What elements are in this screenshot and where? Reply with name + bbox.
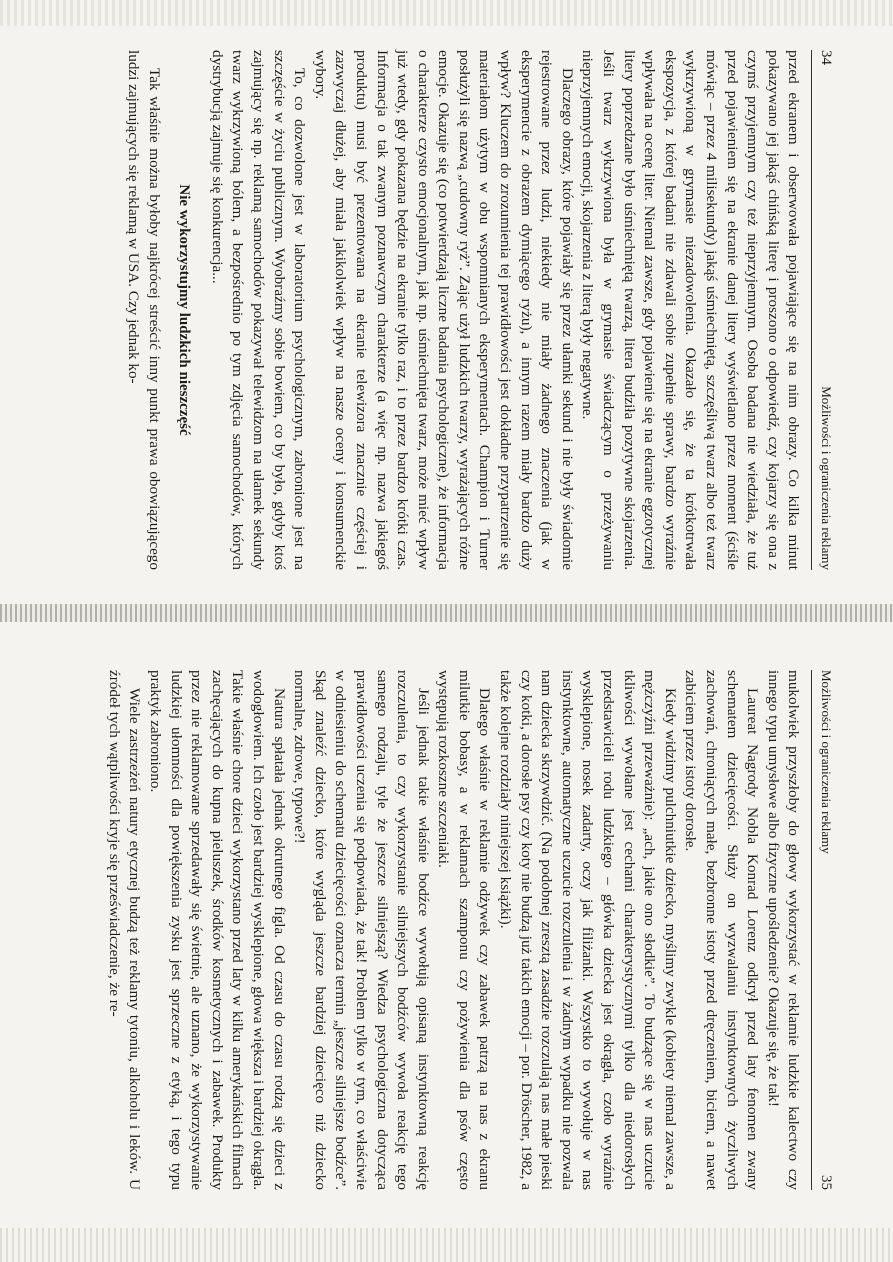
paragraph-right-6: Natura spłatała jednak okrutnego figla. Od czasu do czasu rodzą się dzieci z wodogłowiem. Ich czoło jest bardziej wysklepione, głowa większa i bardziej okrągła. Takie właśnie chore dzieci wykorzystano przed laty w kilku amerykańskich filmach zachęcających do kupna pieluszek, środków kosmetycznych i zabawek. Produkty przez nie reklamowane sprzedawały się świetnie, ale uznano, że wykorzystywanie ludzkiej ułomności dla powiększenia zysku jest sprzeczne z etyką, i tego typu praktyk zabroniono. — [147, 670, 288, 1191]
paragraph-left-4: Tak właśnie można byłoby najkrócej streścić inny punkt prawa obowiązującego ludzi zajmujących się reklamą w USA. Czy jednak ko- — [125, 50, 163, 570]
page-number-right: 35 — [818, 1175, 834, 1190]
paragraph-right-4: Dlatego właśnie w reklamie odżywek czy zabawek patrzą na nas z ekranu milutkie bobasy, a w reklamach szamponu czy pożywienia dla psów często występują rozkoszne szczeniaki. — [435, 670, 494, 1190]
running-head-title-right: Możliwości i ograniczenia reklamy — [819, 670, 834, 854]
paragraph-left-1: przed ekranem i obserwowała pojawiające się na nim obrazy. Co kilka minut pokazywano jej jakąś chińską literę i proszono o odpowiedź, czy kojarzy się ona z czymś przyjemnym czy też nieprzyjemnym. Osoba badana nie wiedziała, że tuż przed pojawieniem się na ekranie danej litery wyświetlano przez moment (ściśle mówiąc – przez 4 milisekundy) jakąś uśmiechniętą, szczęśliwą twarz albo też twarz wykrzywioną w grymasie niezadowolenia. Okazało się, że ta krótkotrwała ekspozycja, z której badani nie zdawali sobie zupełnie sprawy, bardzo wyraźnie wpływała na ocenę liter. Niemal zawsze, gdy pojawienie się na ekranie egzotycznej litery poprzedzane było uśmiechniętą twarzą, litera budziła pozytywne skojarzenia. Jeśli twarz wykrzywiona była w grymasie świadczącym o przeżywaniu nieprzyjemnych emocji, skojarzenia z literą były negatywne. — [579, 50, 803, 570]
scan-edge-bottom — [0, 1228, 893, 1262]
scan-edge-top — [0, 0, 893, 26]
paragraph-right-3: Kiedy widzimy pulchniutkie dziecko, myślimy zwykle (kobiety niemal zawsze, a mężczyźni przeważnie): „ach, jakie ono słodkie”. To budzące się w nas uczucie tkliwości wywołane jest cechami charakterystycznymi tylko dla niedorosłych przedstawicieli rodu ludzkiego – główka dziecka jest okrągła, czoło wyraźnie wysklepione, nosek zadarty, oczy jak filiżanki. Wszystko to wywołuje w nas instynktowne, automatyczne uczucie rozczulenia i w żadnym wypadku nie pozwala nam dziecka skrzywdzić. (Na podobnej zresztą zasadzie rozczulają nas małe pieski czy kotki, a dorosłe psy czy koty nie budzą już takich emocji – por. Dröscher, 1982, a także kolejne rozdziały niniejszej książki). — [497, 670, 679, 1190]
running-head-left — [811, 50, 836, 570]
running-head-right — [811, 670, 836, 1190]
paragraph-right-2: Laureat Nagrody Nobla Konrad Lorenz odkrył przed laty fenomen zwany schematem dziecięcości. Służy on wyzwalaniu instynktownych życzliwych zachowań, chroniących małe, bezbronne istoty przed dręczeniem, biciem, a nawet zabiciem przez istoty dorosłe. — [682, 670, 762, 1190]
paragraph-right-7: Wiele zastrzeżeń natury etycznej budzą też reklamy tytoniu, alkoholu i leków. U źródeł tych wątpliwości kryje się przeświadczenie, że re- — [105, 670, 144, 1190]
paragraph-right-5: Jeśli jednak takie właśnie bodźce wywołują opisaną instynktowną reakcję rozczulenia, to czy wykorzystanie silniejszych bodźców wywoła reakcję tego samego rodzaju, tyle że jeszcze silniejszą? Wiedza psychologiczna dotycząca prawidłowości uczenia się podpowiada, że tak! Problem tylko w tym, co właściwie w odniesieniu do schematu dziecięcości oznacza termin „jeszcze silniejsze bodźce”. Skąd znaleźć dziecko, które wygląda jeszcze bardziej dziecięco niż dziecko normalne, zdrowe, typowe?! — [291, 670, 432, 1190]
paragraph-left-2: Dlaczego obrazy, które pojawiały się przez ułamki sekund i nie były świadomie rejestrowane przez ludzi, niekiedy nie miały żadnego znaczenia (jak w eksperymencie z obrazem dymiącego ryżu), a innym razem miały bardzo duży wpływ? Kluczem do zrozumienia tej prawidłowości jest dokładne przypatrzenie się materiałom użytym w obu wspomnianych eksperymentach. Champion i Turner posłużyli się nazwą „cudowny ryż”. Zając użył ludzkich twarzy, wyrażających różne emocje. Okazuje się (co potwierdzają liczne badania psychologiczne), że informacja o charakterze czysto emocjonalnym, jak np. uśmiechnięta twarz, może mieć wpływ już wtedy, gdy pokazana będzie na ekranie tylko raz, i to przez bardzo krótki czas. Informacja o tak zwanym poznawczym charakterze (a więc np. nazwa jakiegoś produktu) musi być prezentowana na ekranie telewizora znacznie częściej i zazwyczaj dłużej, aby miała jakikolwiek wpływ na nasze oceny i konsumenckie wybory. — [311, 50, 576, 570]
page-number-left: 34 — [818, 50, 834, 65]
paragraph-right-1: mukolwiek przyszłoby do głowy wykorzystać w reklamie ludzkie kalectwo czy innego typu umysłowe albo fizyczne upośledzenie? Okazuje się, że tak! — [764, 670, 803, 1190]
section-heading: Nie wykorzystujmy ludzkich nieszczęść — [176, 184, 193, 436]
left-page — [56, 50, 836, 570]
paragraph-left-3: To, co dozwolone jest w laboratorium psychologicznym, zabronione jest na szczęście w życiu publicznym. Wyobraźmy sobie bowiem, co by było, gdyby ktoś zajmujący się np. reklamą samochodów pokazywał telewidzom na ułamek sekundy twarz wykrzywioną bólem, a bezpośrednio po tym zdjęcia samochodów, których dystrybucją zajmuje się konkurencja... — [208, 50, 309, 570]
right-page — [56, 670, 836, 1190]
book-gutter — [0, 604, 893, 622]
running-head-title-left: Możliwości i ograniczenia reklamy — [819, 386, 834, 570]
